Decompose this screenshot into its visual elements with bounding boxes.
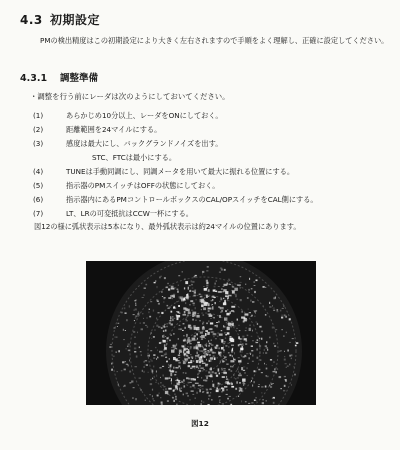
step-text: 指示器内にあるPMコントロールボックスのCAL/OPスイッチをCAL側にする。 — [66, 195, 318, 204]
step-text: 指示器のPMスイッチはOFFの状態にしておく。 — [66, 181, 220, 190]
step-item — [33, 151, 393, 165]
step-number: (1) — [33, 111, 44, 120]
step-number: (6) — [33, 195, 44, 204]
step-number: (3) — [33, 139, 44, 148]
step-text: 感度は最大にし、バックグランドノイズを出す。 — [66, 139, 223, 148]
step-item — [33, 179, 393, 193]
step-text: 距離範囲を24マイルにする。 — [66, 125, 162, 134]
step-text: STC、FTCは最小にする。 — [92, 153, 177, 162]
step-number: (4) — [33, 167, 44, 176]
step-item — [33, 137, 393, 151]
step-text: LT、LRの可変抵抗はCCW一杯にする。 — [66, 209, 193, 218]
step-text: あらかじめ10分以上、レーダをONにしておく。 — [66, 111, 223, 120]
step-list — [33, 109, 393, 221]
step-item — [33, 123, 393, 137]
section-title: 初期設定 — [50, 13, 101, 27]
step-item — [33, 207, 393, 221]
subsection-heading — [20, 70, 98, 84]
step-number: (2) — [33, 125, 44, 134]
subsection-title: 調整準備 — [60, 73, 99, 84]
step-item — [33, 109, 393, 123]
step-number: (7) — [33, 209, 44, 218]
subsection-number: 4.3.1 — [20, 73, 48, 84]
section-heading — [20, 11, 100, 28]
subsection-lead: ・調整を行う前にレーダは次のようにしておいてください。 — [30, 92, 230, 101]
figure-caption: 図12 — [191, 419, 209, 428]
step-item — [33, 193, 393, 207]
step-text: TUNEは手動同調にし、同調メータを用いて最大に振れる位置にする。 — [66, 167, 295, 176]
figure-note: 図12の様に弧状表示は5本になり、最外弧状表示は約24マイルの位置にあります。 — [34, 222, 301, 231]
step-number: (5) — [33, 181, 44, 190]
radar-screen-photo — [86, 261, 316, 405]
section-intro: PMの検出精度はこの初期設定により大きく左右されますので手順をよく理解し、正確に設定してください。 — [40, 36, 389, 45]
radar-display-image — [86, 261, 316, 405]
step-item — [33, 165, 393, 179]
section-number: 4.3 — [20, 13, 43, 27]
